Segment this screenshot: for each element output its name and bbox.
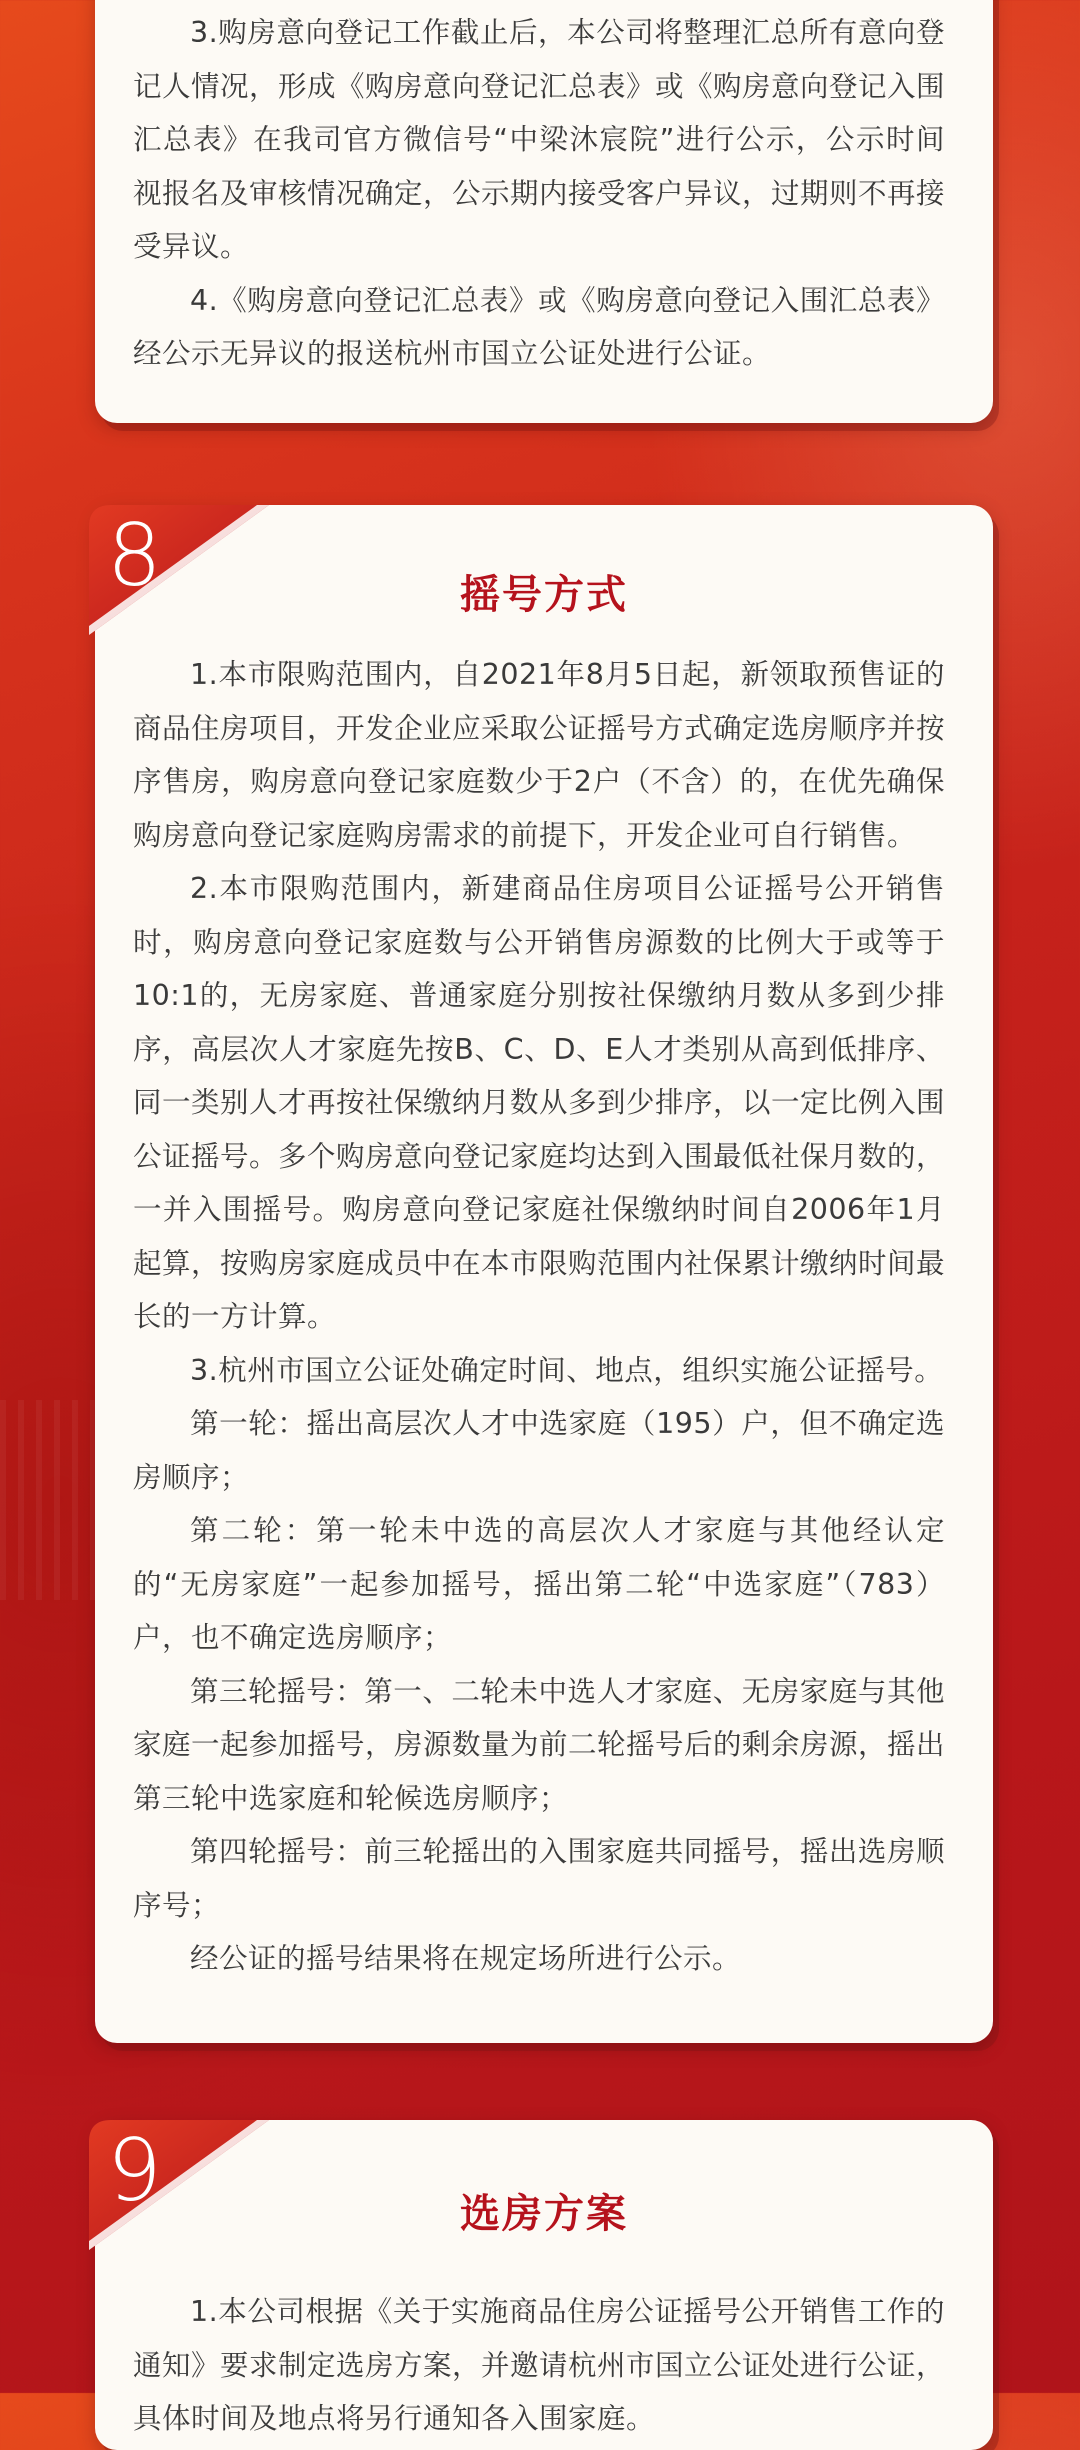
lottery-method-body — [133, 648, 945, 1986]
lottery-method-card — [95, 505, 993, 2043]
lottery-paragraph: 第二轮：第一轮未中选的高层次人才家庭与其他经认定的“无房家庭”一起参加摇号，摇出第二轮“中选家庭”（783）户，也不确定选房顺序； — [133, 1514, 945, 1654]
lottery-paragraph: 经公证的摇号结果将在规定场所进行公示。 — [190, 1942, 742, 1975]
registration-paragraph: 4.《购房意向登记汇总表》或《购房意向登记入围汇总表》经公示无异议的报送杭州市国立公证处进行公证。 — [133, 283, 945, 370]
registration-section-card — [95, 0, 993, 423]
lottery-paragraph: 3.杭州市国立公证处确定时间、地点，组织实施公证摇号。 — [190, 1353, 944, 1387]
section-title: 选房方案 — [460, 2191, 628, 2237]
registration-section-body — [133, 6, 945, 381]
section-number: 9 — [107, 2121, 162, 2221]
lottery-paragraph: 2.本市限购范围内，新建商品住房项目公证摇号公开销售时，购房意向登记家庭数与公开销售房源数的比例大于或等于10:1的，无房家庭、普通家庭分别按社保缴纳月数从多到少排序，高层次人才家庭先按B、C、D、E人才类别从高到低排序、同一类别人才再按社保缴纳月数从多到少排序，以一定比例入围公证摇号。多个购房意向登记家庭均达到入围最低社保月数的，一并入围摇号。购房意向登记家庭社保缴纳时间自2006年1月起算，按购房家庭成员中在本市限购范围内社保累计缴纳时间最长的一方计算。 — [133, 872, 946, 1333]
lottery-paragraph: 第一轮：摇出高层次人才中选家庭（195）户，但不确定选房顺序； — [133, 1407, 945, 1494]
lottery-paragraph: 第三轮摇号：第一、二轮未中选人才家庭、无房家庭与其他家庭一起参加摇号，房源数量为前二轮摇号后的剩余房源，摇出第三轮中选家庭和轮候选房顺序； — [133, 1674, 946, 1815]
selection-paragraph: 1.本公司根据《关于实施商品住房公证摇号公开销售工作的通知》要求制定选房方案，并邀请杭州市国立公证处进行公证，具体时间及地点将另行通知各入围家庭。 — [133, 2295, 946, 2435]
background-decoration — [0, 1400, 100, 1600]
house-selection-card — [95, 2120, 993, 2450]
house-selection-body — [133, 2285, 945, 2446]
section-title: 摇号方式 — [460, 572, 628, 618]
lottery-paragraph: 第四轮摇号：前三轮摇出的入围家庭共同摇号，摇出选房顺序号； — [133, 1835, 945, 1922]
registration-paragraph: 3.购房意向登记工作截止后，本公司将整理汇总所有意向登记人情况，形成《购房意向登记汇总表》或《购房意向登记入围汇总表》在我司官方微信号“中梁沐宸院”进行公示，公示时间视报名及审核情况确定，公示期内接受客户异议，过期则不再接受异议。 — [133, 16, 946, 263]
lottery-paragraph: 1.本市限购范围内，自2021年8月5日起，新领取预售证的商品住房项目，开发企业应采取公证摇号方式确定选房顺序并按序售房，购房意向登记家庭数少于2户（不含）的，在优先确保购房意向登记家庭购房需求的前提下，开发企业可自行销售。 — [133, 658, 946, 852]
section-number: 8 — [107, 506, 162, 606]
